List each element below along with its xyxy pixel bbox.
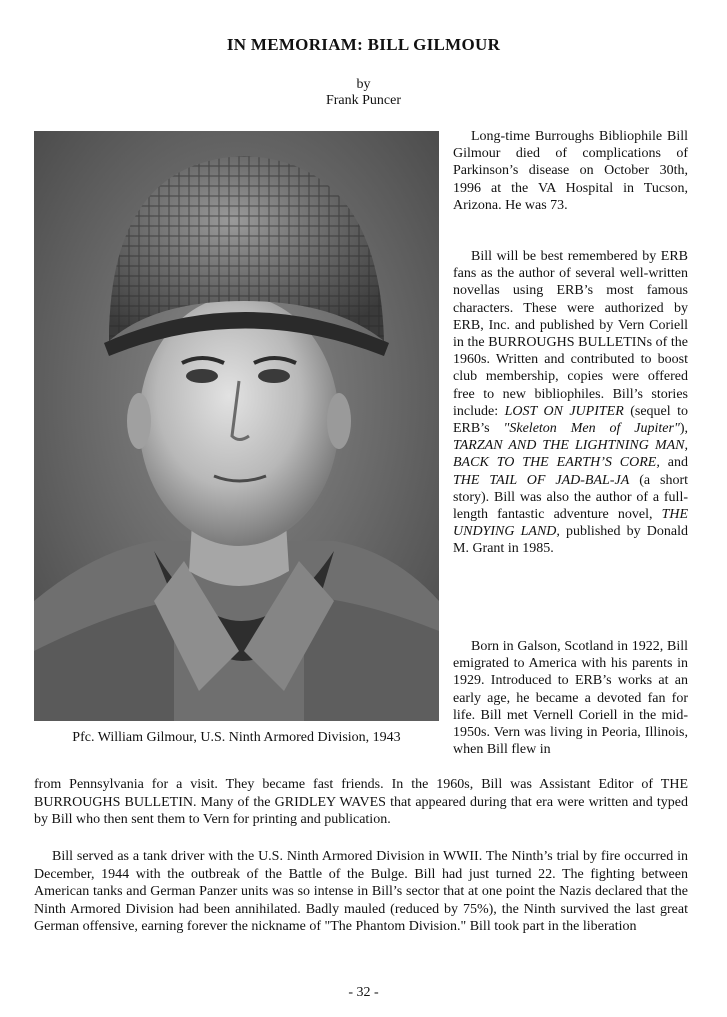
photo-caption: Pfc. William Gilmour, U.S. Ninth Armored Division, 1943 — [72, 730, 401, 745]
p2-text-c: ), — [679, 421, 689, 437]
p2-title-undying-land: THE UNDYING LAND, — [453, 507, 689, 540]
p2-title-lost-on-jupiter: LOST ON JUPITER — [504, 403, 624, 419]
paragraph-1: Long-time Burroughs Bibliophile Bill Gilmour died of complications of Parkinson’s disease on October 30th, 1996 at the VA Hospital in Tucson, Arizona. He was 73. — [453, 129, 688, 213]
byline-by: by — [356, 77, 371, 92]
paragraph-3-continued: from Pennsylvania for a visit. They became fast friends. In the 1960s, Bill was Assistant Editor of THE BURROUGHS BULLETIN. Many of the GRIDLEY WAVES that appeared during that era were written and typed by Bill who then sent them to Vern for printing and publication. — [34, 777, 688, 828]
p2-text-d: and — [667, 455, 689, 471]
p2-title-skeleton-men: "Skeleton Men of Jupiter" — [503, 421, 680, 437]
article-title: IN MEMORIAM: BILL GILMOUR — [226, 35, 501, 54]
p2-text-f: published by Donald M. Grant in 1985. — [453, 524, 688, 557]
page-number: - 32 - — [348, 985, 379, 1000]
portrait-illustration — [34, 131, 439, 721]
paragraph-4: Bill served as a tank driver with the U.S. Ninth Armored Division in WWII. The Ninth’s trial by fire occurred in December, 1944 with the outbreak of the Battle of the Bulge. Bill had just turned 22. The fighting between American tanks and German Panzer units was so intense in Bill’s sector that at one point the Nazis declared that the Ninth Armored Division had been annihilated. Badly mauled (reduced by 75%), the Ninth survived the last great German offensive, earning forever the nickname of "The Phantom Division." Bill took part in the liberation — [34, 849, 688, 935]
p2-text-e: (a short story). Bill was also the author of a full-length fantastic adventure novel, — [453, 472, 688, 523]
p2-title-tarzan-lightning: TARZAN AND THE LIGHTNING MAN, BACK TO THE EARTH’S CORE, — [453, 438, 688, 471]
byline-author: Frank Puncer — [325, 93, 402, 108]
p2-title-tail-of-jadbalja: THE TAIL OF JAD-BAL-JA — [453, 472, 630, 488]
paragraph-3-column: Born in Galson, Scotland in 1922, Bill emigrated to America with his parents in 1929. Introduced to ERB’s works at an early age, he became a devoted fan for life. Bill met Vernell Coriell in the mid-1950s. Vern was living in Peoria, Illinois, when Bill flew in — [453, 639, 688, 758]
soldier-portrait-photo — [34, 131, 439, 721]
paragraph-2 — [453, 248, 688, 558]
p2-text-a: Bill will be best remembered by ERB fans as the author of several well-written novellas using ERB’s most famous characters. These were authorized by ERB, Inc. and published by Vern Coriell in the BURROUGHS BULLETINs of the 1960s. Written and contributed to boost club membership, copies were offered free to new bibliophiles. Bill’s stories include: — [453, 249, 688, 419]
p2-text-b: (sequel to ERB’s — [453, 403, 689, 437]
